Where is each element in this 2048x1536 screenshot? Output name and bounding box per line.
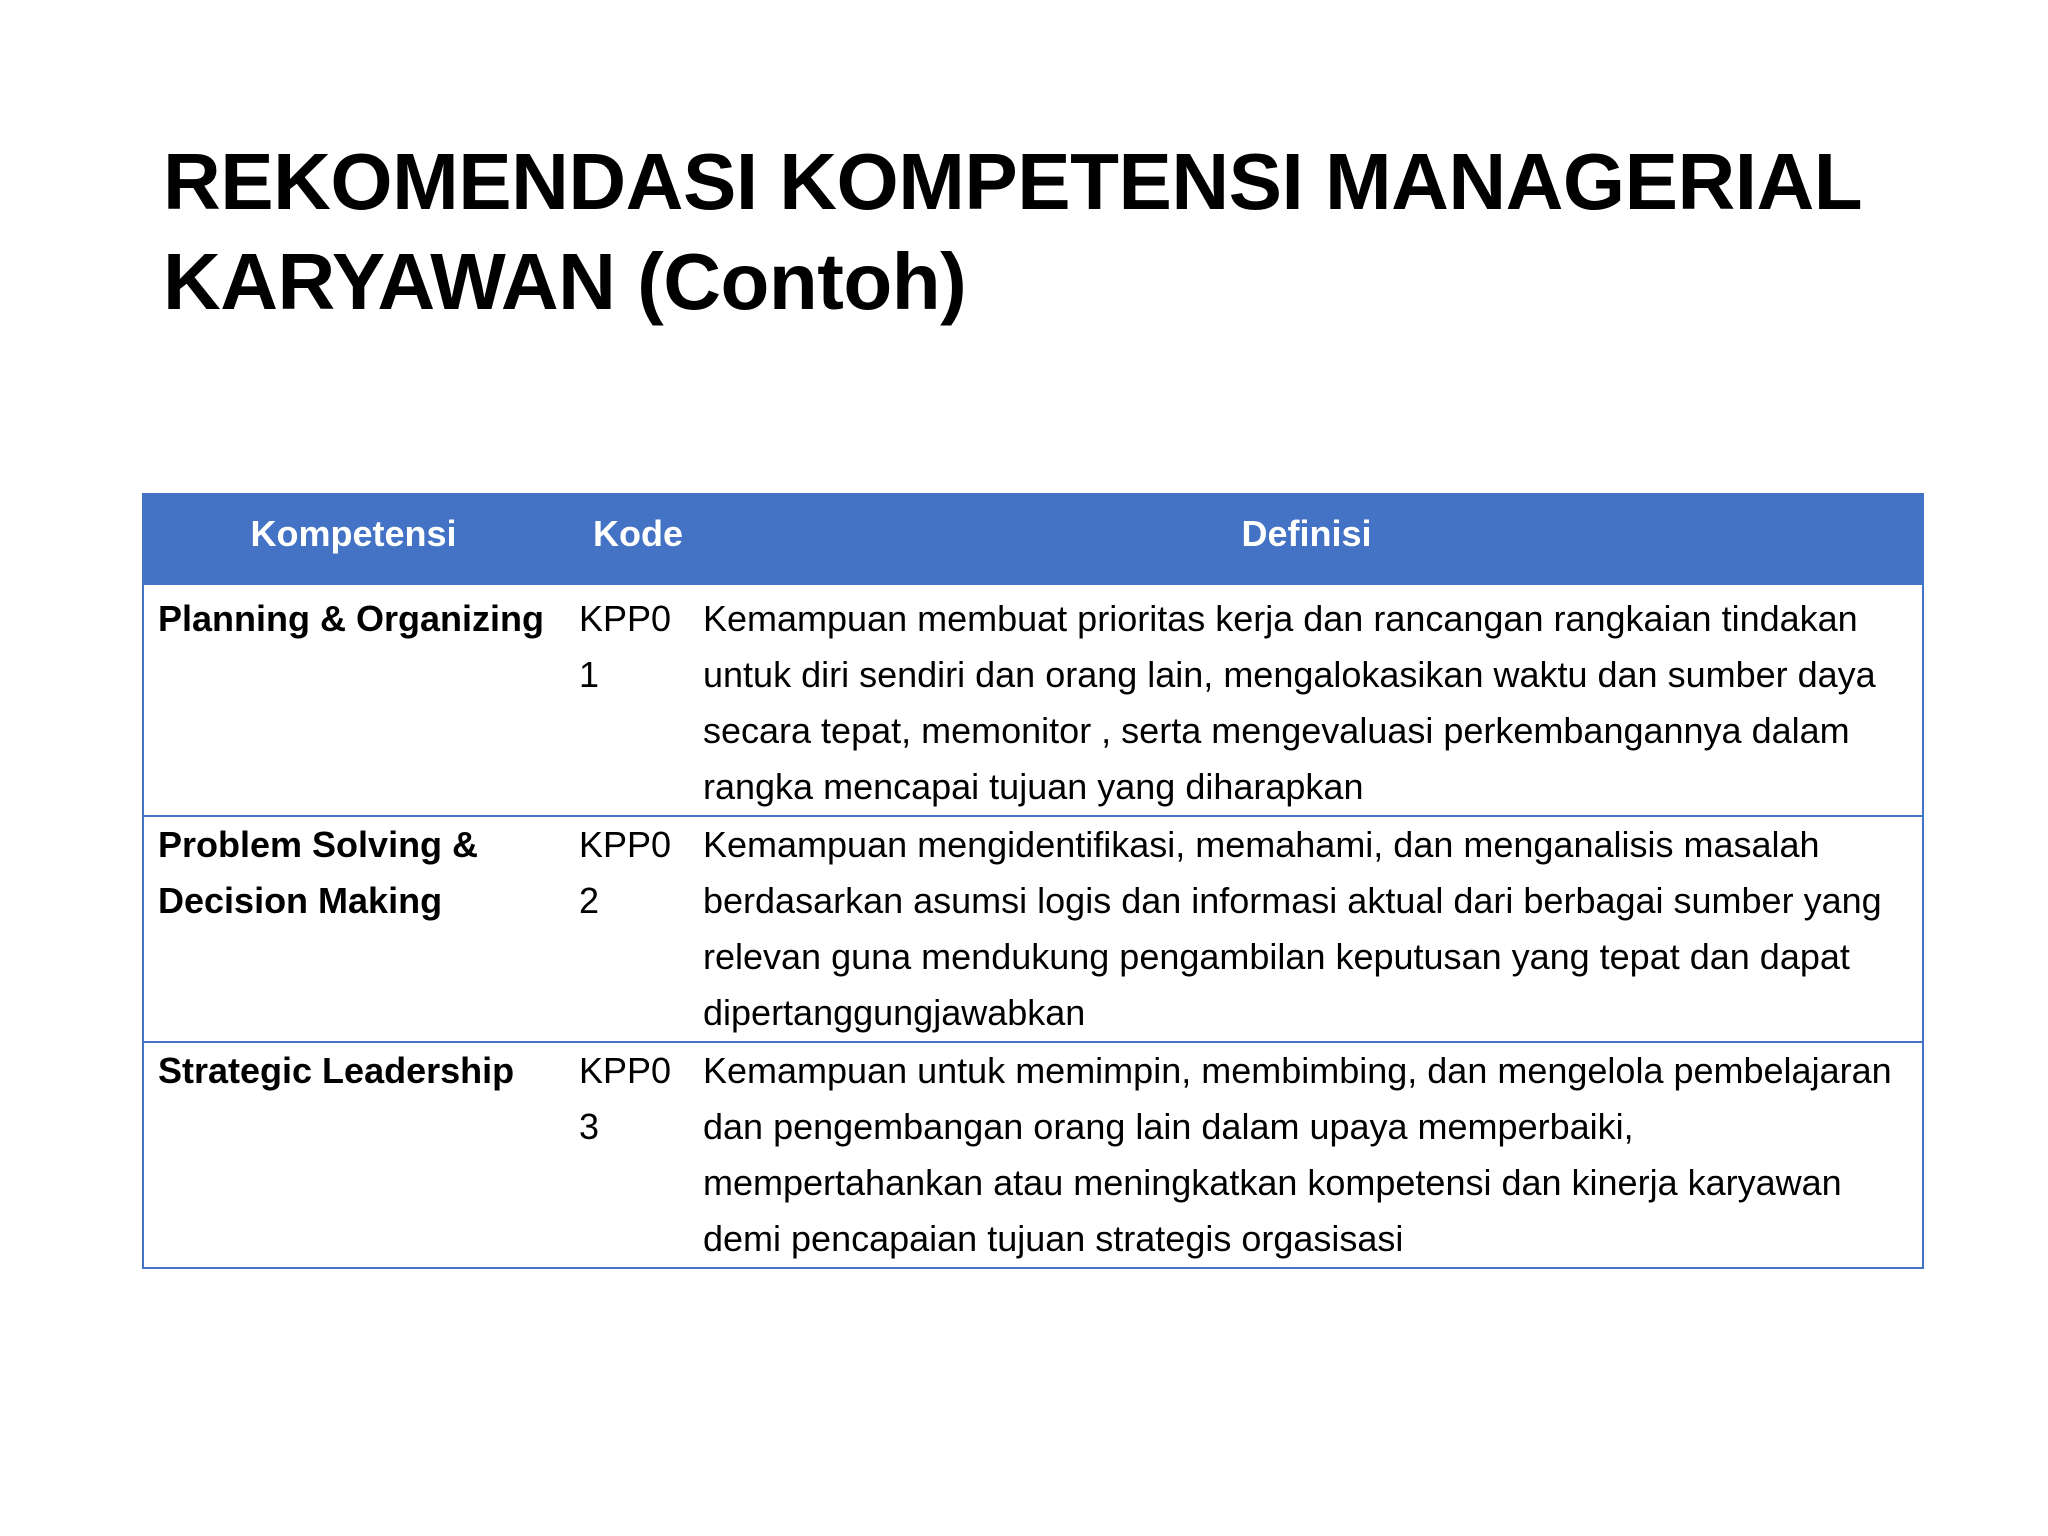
code-cell: KPP02 xyxy=(563,816,691,1042)
table-row xyxy=(143,1042,1923,1268)
definition-cell: Kemampuan untuk memimpin, membimbing, dan mengelola pembelajaran dan pengembangan orang lain dalam upaya memperbaiki, mempertahankan atau meningkatkan kompetensi dan kinerja karyawan demi pencapaian tujuan strategis orgasisasi xyxy=(691,1042,1923,1268)
slide-title-line-1: REKOMENDASI KOMPETENSI MANAGERIAL xyxy=(163,137,1863,226)
code-cell: KPP03 xyxy=(563,1042,691,1268)
code-cell: KPP01 xyxy=(579,598,672,695)
competency-table xyxy=(142,493,1924,1269)
table-header-row xyxy=(143,494,1923,585)
table-row xyxy=(143,816,1923,1042)
competency-cell: Strategic Leadership xyxy=(143,1042,563,1268)
competency-cell: Problem Solving & Decision Making xyxy=(143,816,563,1042)
header-competency: Kompetensi xyxy=(143,494,563,585)
slide-title xyxy=(163,132,1923,332)
competency-cell: Planning & Organizing xyxy=(158,598,544,639)
slide-title-line-2: KARYAWAN (Contoh) xyxy=(163,237,967,326)
definition-cell: Kemampuan membuat prioritas kerja dan rancangan rangkaian tindakan untuk diri sendiri dan orang lain, mengalokasikan waktu dan sumber daya secara tepat, memonitor , serta mengevaluasi perkembangannya dalam rangka mencapai tujuan yang diharapkan xyxy=(703,598,1876,807)
header-code: Kode xyxy=(563,494,691,585)
header-definition: Definisi xyxy=(691,494,1923,585)
table-row xyxy=(143,585,1923,816)
definition-cell: Kemampuan mengidentifikasi, memahami, dan menganalisis masalah berdasarkan asumsi logis dan informasi aktual dari berbagai sumber yang relevan guna mendukung pengambilan keputusan yang tepat dan dapat dipertanggungjawabkan xyxy=(691,816,1923,1042)
